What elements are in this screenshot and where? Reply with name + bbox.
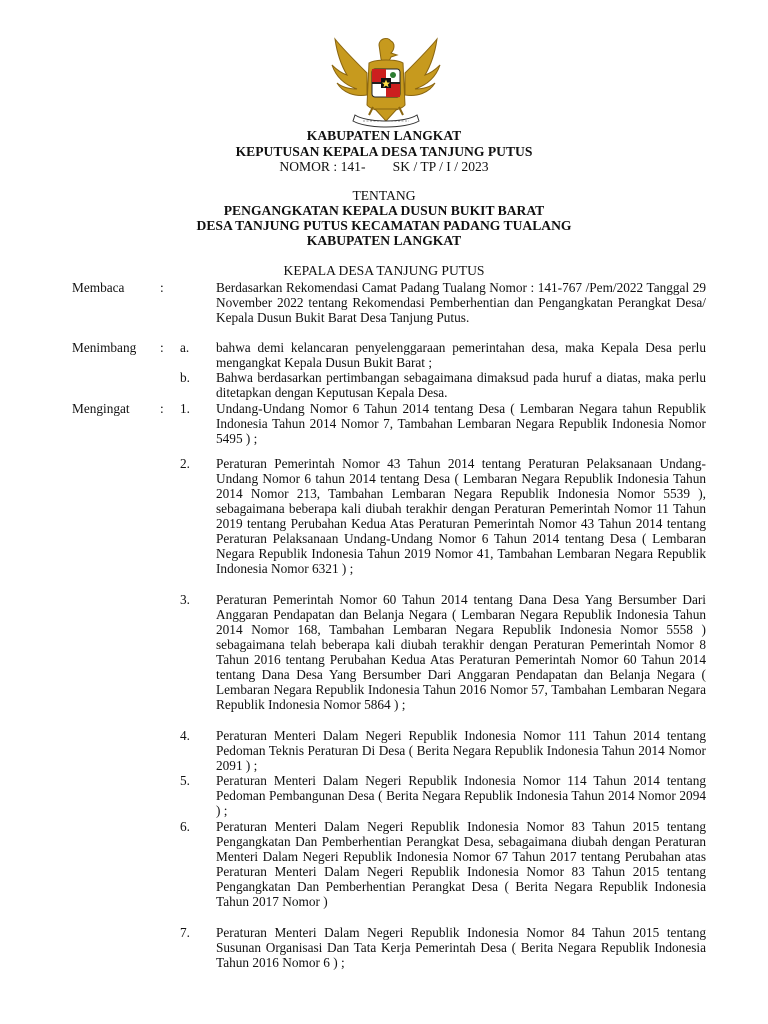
membaca-text: Berdasarkan Rekomendasi Camat Padang Tualang Nomor : 141-767 /Pem/2022 Tanggal 29 November 2022 tentang Rekomendasi Pemberhentian dan Pengangkatan Perangkat Desa/ Kepala Dusun Bukit Barat Desa Tanjung Putus. xyxy=(216,280,706,325)
item-text: Peraturan Pemerintah Nomor 43 Tahun 2014 tentang Peraturan Pelaksanaan Undang-Undang Nomor 6 tahun 2014 tentang Desa ( Lembaran Negara Republik Indonesia Tahun 2014 Nomor 213, Tambahan Lembaran Negara Republik Indonesia Nomor 5539 ), sebagaimana beberapa kali diubah terakhir dengan Peraturan Pemerintah Nomor 11 Tahun 2019 tentang Perubahan Kedua Atas Peraturan Pemerintah Nomor 43 Tahun 2014 tentang Peraturan Pelaksanaan Undang-Undang Nomor 6 Tahun 2014 tentang Desa ( Lembaran Negara Republik Indonesia Tahun 2019 Nomor 41, Tambahan Lembaran Negara Republik Indonesia Nomor 6321 ) ; xyxy=(216,456,706,576)
item-marker: 3. xyxy=(180,592,190,607)
item-marker: a. xyxy=(180,340,190,355)
subject-line-2: DESA TANJUNG PUTUS KECAMATAN PADANG TUALANG xyxy=(196,218,572,233)
decree-title: KEPUTUSAN KEPALA DESA TANJUNG PUTUS xyxy=(235,144,533,159)
menimbang-label: Menimbang xyxy=(72,340,137,355)
decree-number: NOMOR : 141- SK / TP / I / 2023 xyxy=(279,159,489,174)
item-text: Peraturan Menteri Dalam Negeri Republik Indonesia Nomor 114 Tahun 2014 tentang Pedoman Pembangunan Desa ( Berita Negara Republik Indonesia Tahun 2014 Nomor 2094 ) ; xyxy=(216,773,706,818)
garuda-emblem-icon xyxy=(327,33,445,130)
item-marker: 6. xyxy=(180,819,190,834)
subject-line-1: PENGANGKATAN KEPALA DUSUN BUKIT BARAT xyxy=(223,203,545,218)
item-text: Peraturan Menteri Dalam Negeri Republik Indonesia Nomor 111 Tahun 2014 tentang Pedoman Teknis Peraturan Di Desa ( Berita Negara Republik Indonesia Tahun 2014 Nomor 2091 ) ; xyxy=(216,728,706,773)
membaca-colon: : xyxy=(160,280,164,295)
mengingat-colon: : xyxy=(160,401,164,416)
item-text: bahwa demi kelancaran penyelenggaraan pemerintahan desa, maka Kepala Desa perlu mengangkat Kepala Dusun Bukit Barat ; xyxy=(216,340,706,370)
subject-line-3: KABUPATEN LANGKAT xyxy=(306,233,462,248)
item-text: Peraturan Pemerintah Nomor 60 Tahun 2014 tentang Dana Desa Yang Bersumber Dari Anggaran Pendapatan dan Belanja Negara ( Lembaran Negara Republik Indonesia Tahun 2014 Nomor 168, Tambahan Lembaran Negara Republik Indonesia Nomor 5558 ) sebagaimana telah beberapa kali diubah terakhir dengan Peraturan Pemerintah Nomor 8 Tahun 2016 tentang Perubahan Kedua Atas Peraturan Pemerintah Nomor 60 Tahun 2014 tentang Dana Desa Yang Bersumber Dari Anggaran Pendapatan dan Belanja Negara ( Lembaran Negara Republik Indonesia Tahun 2016 Nomor 57, Tambahan Lembaran Negara Republik Indonesia Nomor 5864 ) ; xyxy=(216,592,706,712)
item-marker: 4. xyxy=(180,728,190,743)
item-marker: 7. xyxy=(180,925,190,940)
item-text: Peraturan Menteri Dalam Negeri Republik Indonesia Nomor 83 Tahun 2015 tentang Pengangkatan Dan Pemberhentian Perangkat Desa, sebagaimana diubah dengan Peraturan Menteri Dalam Negeri Republik Indonesia Nomor 67 Tahun 2017 tentang Perubahan atas Peraturan Menteri Dalam Negeri Republik Indonesia Nomor 83 Tahun 2015 tentang Pengangkatan Dan Pemberhentian Perangkat Desa ( Berita Negara Republik Indonesia Tahun 2017 Nomor ) xyxy=(216,819,706,909)
item-marker: 5. xyxy=(180,773,190,788)
item-text: Peraturan Menteri Dalam Negeri Republik Indonesia Nomor 84 Tahun 2015 tentang Susunan Organisasi Dan Tata Kerja Pemerintah Desa ( Berita Negara Republik Indonesia Tahun 2016 Nomor 6 ) ; xyxy=(216,925,706,970)
mengingat-label: Mengingat xyxy=(72,401,130,416)
item-text: Undang-Undang Nomor 6 Tahun 2014 tentang Desa ( Lembaran Negara tahun Republik Indonesia Tahun 2014 Nomor 7, Tambahan Lembaran Negara Republik Indonesia Nomor 5495 ) ; xyxy=(216,401,706,446)
regency-heading: KABUPATEN LANGKAT xyxy=(306,128,462,143)
item-text: Bahwa berdasarkan pertimbangan sebagaimana dimaksud pada huruf a diatas, maka perlu ditetapkan dengan Keputusan Kepala Desa. xyxy=(216,370,706,400)
item-marker: 1. xyxy=(180,401,190,416)
issuer-heading: KEPALA DESA TANJUNG PUTUS xyxy=(283,263,485,278)
menimbang-colon: : xyxy=(160,340,164,355)
item-marker: b. xyxy=(180,370,190,385)
about-heading: TENTANG xyxy=(352,188,416,203)
membaca-label: Membaca xyxy=(72,280,125,295)
item-marker: 2. xyxy=(180,456,190,471)
